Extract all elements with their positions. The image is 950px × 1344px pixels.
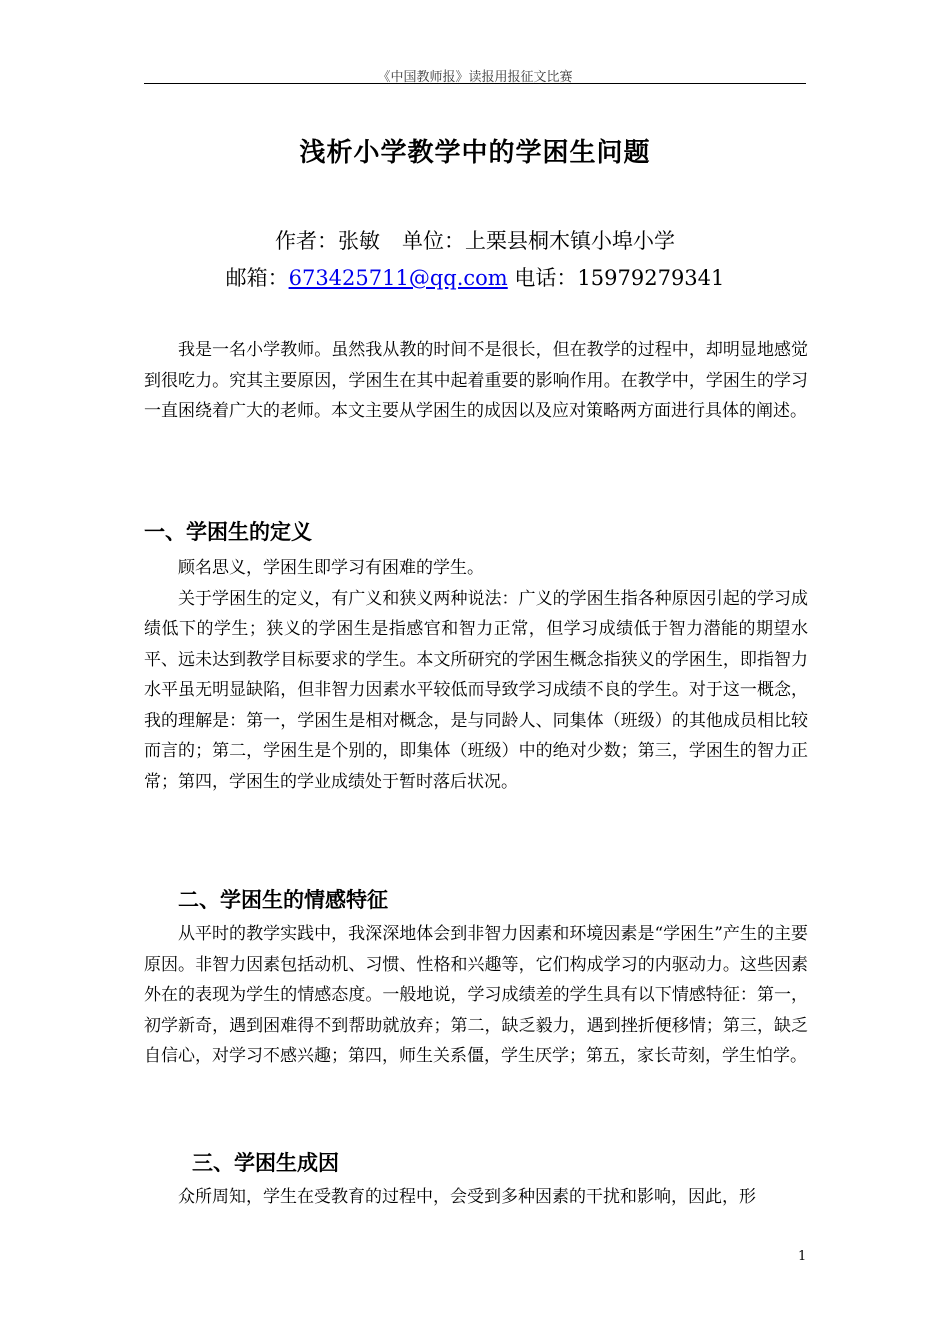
contact-line: [0, 262, 950, 292]
page-number: 1: [798, 1249, 807, 1264]
section-2-body: [144, 919, 808, 1072]
header-divider: [144, 83, 806, 84]
paragraph: 从平时的教学实践中，我深深地体会到非智力因素和环境因素是“学困生”产生的主要原因。非智力因素包括动机、习惯、性格和兴趣等，它们构成学习的内驱动力。这些因素外在的表现为学生的情感态度。一般地说，学习成绩差的学生具有以下情感特征：第一，初学新奇，遇到困难得不到帮助就放弃；第二，缺乏毅力，遇到挫折便移情；第三，缺乏自信心，对学习不感兴趣；第四，师生关系僵，学生厌学；第五，家长苛刻，学生怕学。: [144, 924, 808, 1066]
document-title: 浅析小学教学中的学困生问题: [299, 138, 651, 168]
paragraph: 关于学困生的定义，有广义和狭义两种说法：广义的学困生指各种原因引起的学习成绩低下的学生；狭义的学困生是指感官和智力正常，但学习成绩低于智力潜能的期望水平、远未达到教学目标要求的学生。本文所研究的学困生概念指狭义的学困生，即指智力水平虽无明显缺陷，但非智力因素水平较低而导致学习成绩不良的学生。对于这一概念，我的理解是：第一，学困生是相对概念，是与同龄人、同集体（班级）的其他成员相比较而言的；第二，学困生是个别的，即集体（班级）中的绝对少数；第三，学困生的智力正常；第四，学困生的学业成绩处于暂时落后状况。: [144, 588, 808, 792]
author-line: [0, 225, 950, 255]
running-header: 《中国教师报》读报用报征文比赛: [377, 70, 573, 85]
email-link[interactable]: 673425711@qq.com: [288, 266, 508, 290]
section-heading-3: 三、学困生成因: [192, 1151, 339, 1175]
section-1-body: [144, 553, 808, 797]
section-heading-2: 二、学困生的情感特征: [178, 888, 388, 912]
phone-number: 电话：15979279341: [514, 266, 725, 290]
author-name: 作者：张敏: [275, 229, 380, 253]
paragraph: 众所周知，学生在受教育的过程中，会受到多种因素的干扰和影响，因此，形: [178, 1187, 756, 1207]
author-unit: 单位：上栗县桐木镇小埠小学: [402, 229, 675, 253]
paragraph: 顾名思义，学困生即学习有困难的学生。: [178, 558, 484, 578]
section-3-body: [144, 1182, 808, 1213]
intro-paragraph: 我是一名小学教师。虽然我从教的时间不是很长，但在教学的过程中，却明显地感觉到很吃力。究其主要原因，学困生在其中起着重要的影响作用。在教学中，学困生的学习一直困绕着广大的老师。本文主要从学困生的成因以及应对策略两方面进行具体的阐述。: [144, 340, 808, 421]
section-heading-1: 一、学困生的定义: [144, 520, 312, 544]
intro-block: [144, 335, 808, 427]
email-label: 邮箱：: [225, 266, 289, 290]
